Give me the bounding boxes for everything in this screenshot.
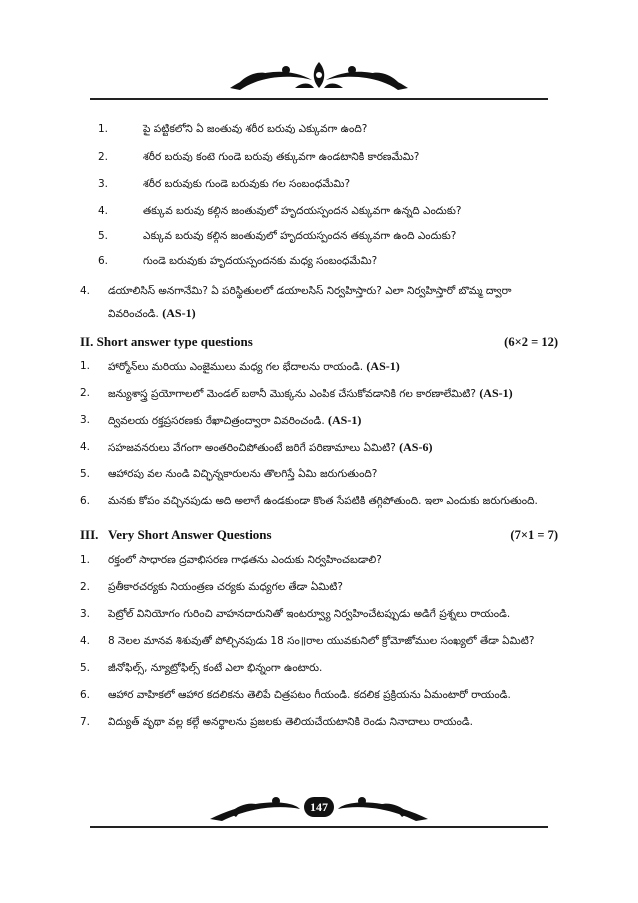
item-text: గుండె బరువుకు హృదయస్పందనకు మధ్య సంబంధమేమి? [143,255,378,267]
footer-rule [90,826,548,828]
item-text: జీనోఫిల్స్, న్యూట్రోఫిల్స్ కంటే ఎలా భిన్నంగా ఉంటారు. [108,662,323,674]
item-number: 1. [98,123,109,135]
item-text: సహజవనరులు వేగంగా అంతరించిపోతుంటే జరిగే పరిణామాలు ఏమిటి? [108,442,396,454]
as-reference: (AS-1) [162,306,196,320]
item-number: 6. [98,255,109,267]
section-2-marks: (6×2 = 12) [504,335,558,349]
item-number: 4. [80,285,91,297]
item-number: 2. [80,387,91,399]
item-text: హార్మోన్‌లు మరియు ఎంజైములు మధ్య గల భేదాలను రాయండి. [108,361,364,373]
as-reference: (AS-6) [399,440,433,454]
item-number: 5. [80,468,91,480]
item-number: 1. [80,554,91,566]
item-number: 2. [80,581,91,593]
item-text: మనకు కోపం వచ్చినపుడు అది అలాగే ఉండకుండా కొంత సేపటికి తగ్గిపోతుంది. ఇలా ఎందుకు జరుగుతుంది. [108,495,538,507]
item-number: 3. [80,414,91,426]
item-number: 6. [80,495,91,507]
item-text: తక్కువ బరువు కల్గిన జంతువులో హృదయస్పందన ఎక్కువగా ఉన్నది ఎందుకు? [143,205,462,217]
header-ornament [90,58,548,98]
item-text: 8 నెలల మానవ శిశువుతో పోల్చినపుడు 18 సం॥రాల యువకునిలో క్రోమోజోముల సంఖ్యలో తేడా ఏమిటి? [108,635,535,647]
item-number: 7. [80,716,91,728]
item-number: 5. [98,230,109,242]
item-text: ఆహారపు వల నుండి విచ్ఛిన్నకారులను తొలగిస్తే ఏమి జరుగుతుంది? [108,468,378,480]
item-text: ఎక్కువ బరువు కల్గిన జంతువులో హృదయస్పందన తక్కువగా ఉంది ఎందుకు? [143,230,457,242]
item-number: 5. [80,662,91,674]
item-number: 3. [98,178,109,190]
item-text: జన్యుశాస్త్ర ప్రయోగాలలో మెండల్ బఠానీ మొక్కను ఎంపిక చేసుకోవడానికి గల కారణాలేమిటి? [108,388,476,400]
item-text: వివరించండి. [108,308,159,320]
item-number: 4. [98,205,109,217]
item-text: శరీర బరువుకు గుండె బరువుకు గల సంబంధమేమి? [143,178,351,190]
section-3-number: III. [80,527,99,542]
item-number: 4. [80,441,91,453]
item-text: రక్తంలో సాధారణ ద్రవాభిసరణ గాఢతను ఎందుకు నిర్వహించబడాలి? [108,554,382,566]
item-text: ద్వివలయ రక్తప్రసరణకు రేఖాచిత్రంద్వారా వివరించండి. [108,415,325,427]
item-text: ప్రతీకారచర్యకు నియంత్రణ చర్యకు మధ్యగల తేడా ఏమిటి? [108,581,343,593]
section-2-title: II. Short answer type questions [80,334,253,349]
item-number: 1. [80,360,91,372]
item-text: శరీర బరువు కంటె గుండె బరువు తక్కువగా ఉండటానికి కారణమేమి? [143,151,420,163]
as-reference: (AS-1) [366,359,400,373]
as-reference: (AS-1) [328,413,362,427]
section-3-title: Very Short Answer Questions [108,527,272,542]
item-text: పెట్రోల్ వినియోగం గురించి వాహనదారునితో ఇంటర్వ్యూ నిర్వహించేటప్పుడు అడిగే ప్రశ్నలు రాయండి. [108,608,511,620]
question-4-continued [108,306,196,321]
item-number: 3. [80,608,91,620]
header-rule [90,98,548,100]
item-text: డయాలిసిస్ అనగానేమి? ఏ పరిస్థితులలో డయాలసిస్ నిర్వహిస్తారు? ఎలా నిర్వహిస్తారో బొమ్మ ద్వారా [108,285,512,297]
item-number: 4. [80,635,91,647]
item-text: ఆహార వాహికలో ఆహార కదలికను తెలిపే చిత్రపటం గీయండి. కదలిక ప్రక్రియను ఏమంటారో రాయండి. [108,689,511,701]
item-number: 2. [98,151,109,163]
page-number: 147 [304,797,334,817]
section-3-marks: (7×1 = 7) [510,528,558,542]
item-text: పై పట్టికలోని ఏ జంతువు శరీర బరువు ఎక్కువగా ఉంది? [143,123,368,135]
item-text: విద్యుత్ వృథా వల్ల కల్గే అనర్థాలను ప్రజలకు తెలియచేయటానికి రెండు నినాదాలు రాయండి. [108,716,473,728]
item-number: 6. [80,689,91,701]
as-reference: (AS-1) [479,386,513,400]
